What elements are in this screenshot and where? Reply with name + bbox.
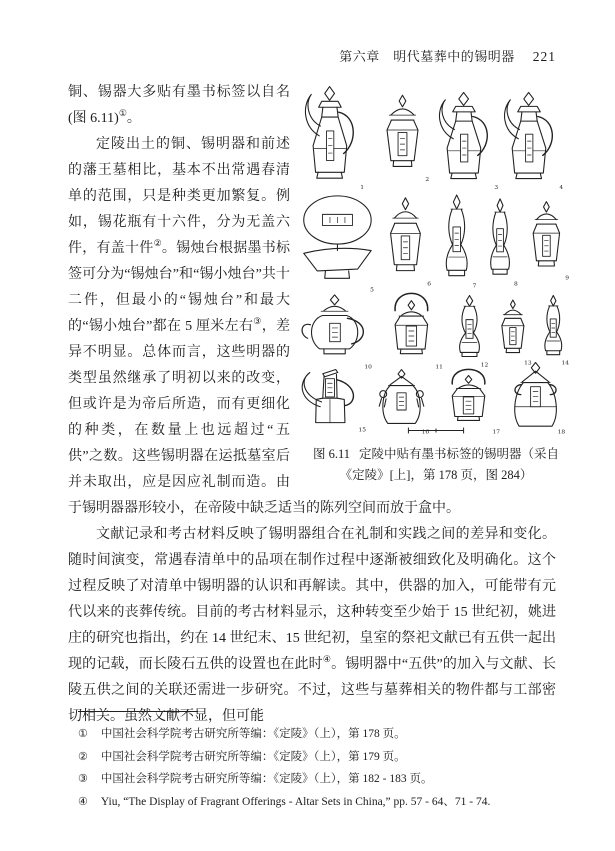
vessel-10: [302, 295, 372, 371]
vessel-number: 1: [360, 185, 365, 192]
vessel-6: [391, 198, 432, 288]
paragraph-2: 定陵出土的铜、锡明器和前述的藩王墓相比，基本不出常遇春清单的范围，只是种类更加繁复。例如，锡花瓶有十六件，分为无盖六件，有盖十件②。锡烛台根据墨书标签可分为“锡烛台”和“锡小烛台”共十二件，但最小的“锡烛台”和最大的“锡小烛台”都在 5 厘米左右③，差异不明显。总体而言，这些明器的类型虽然继承了明初以来的改变，但或许是为帝后所造，而有更细化的种类，在数量上也远超过“五供”之数。这些锡明器在运抵墓室后并未取出，应是因应礼制而造。由于锡明器器形较小，在帝陵中缺乏适当的陈列空间而放于盒中。: [68, 137, 460, 516]
vessel-number: 3: [494, 185, 499, 192]
vessel-number: 7: [472, 283, 477, 290]
footnote-1: [78, 723, 556, 746]
vessel-number: 18: [557, 429, 566, 436]
figure-caption-text: 定陵中贴有墨书标签的锡明器（采自《定陵》[上]，第 178 页，图 284）: [339, 447, 560, 482]
footnote-text: Yiu, “The Display of Fragrant Offerings - Altar Sets in China,” pp. 57 - 64、71 - 74.: [100, 795, 491, 808]
figure-caption: [300, 444, 572, 486]
paragraph-1: 铜、锡器大多贴有墨书标签以自名(图 6.11)①。: [68, 85, 290, 126]
vessel-7: [446, 195, 476, 290]
vessel-18: [515, 362, 566, 435]
running-head: 第六章 明代墓葬中的锡明器: [339, 49, 515, 64]
vessel-number: 9: [565, 275, 570, 282]
vessel-number: 5: [370, 287, 374, 294]
vessel-number: 6: [427, 281, 432, 288]
vessel-number: 12: [480, 362, 489, 369]
paragraph-3: 文献记录和考古材料反映了锡明器组合在礼制和实践之间的差异和变化。随时间演变，常遇春清单中的品项在制作过程中逐渐被细致化及明确化。这个过程反映了对清单中锡明器的认识和再解读。其中，供器的加入，可能带有元代以来的丧葬传统。目前的考古材料显示，这种转变至少始于 15 世纪初，姚进庄的研究也指出，约在 14 世纪末、15 世纪初，皇室的祭祀文献已有五供一起出现的记载，而长陵石五供的设置也在此时④。锡明器中“五供”的加入与文献、长陵五供之间的关联还需进一步研究。不过，这些与墓葬相关的物件都与工部密切相关。虽然文献不显，但可能: [68, 527, 556, 724]
footnote-marker: ②: [153, 238, 162, 248]
footnote-2: [78, 746, 556, 769]
footnote-number: ①: [78, 728, 88, 740]
vessel-17: [452, 369, 500, 435]
vessel-2: [387, 95, 429, 183]
vessel-number: 16: [421, 429, 430, 436]
vessel-16: [379, 370, 429, 436]
footnote-list: [78, 723, 556, 813]
footnote-divider: [78, 711, 198, 712]
figure-6-11: [300, 82, 572, 486]
page-header: [68, 46, 556, 65]
figure-caption-label: 图 6.11: [312, 447, 351, 461]
footnote-marker: ①: [118, 108, 127, 118]
footnote-number: ④: [78, 795, 88, 808]
vessel-15: [302, 369, 366, 433]
footnote-text: 中国社会科学院考古研究所等编：《定陵》（上），第 182 - 183 页。: [100, 773, 433, 785]
footnote-text: 中国社会科学院考古研究所等编：《定陵》（上），第 178 页。: [100, 728, 406, 740]
footnote-text: 中国社会科学院考古研究所等编：《定陵》（上），第 179 页。: [100, 750, 406, 763]
vessel-5: [304, 196, 374, 294]
vessel-number: 8: [514, 281, 518, 288]
vessel-8: [491, 199, 518, 288]
vessel-3: [439, 92, 498, 191]
footnotes: [78, 711, 556, 813]
vessel-9: [533, 202, 569, 282]
vessel-number: 11: [435, 364, 443, 371]
vessel-14: [545, 295, 569, 366]
footnote-marker: ③: [253, 316, 262, 326]
vessel-11: [395, 293, 443, 370]
vessel-number: 2: [425, 177, 430, 184]
vessel-number: 4: [559, 185, 564, 192]
vessel-number: 15: [358, 427, 367, 434]
vessel-1: [305, 87, 364, 191]
footnote-number: ②: [78, 750, 88, 763]
vessel-number: 13: [524, 360, 532, 367]
body-content: [68, 80, 570, 730]
footnote-3: [78, 768, 556, 791]
page-number: 221: [532, 49, 556, 64]
footnote-4: [78, 791, 556, 814]
vessel-number: 17: [492, 429, 501, 436]
footnote-number: ③: [78, 773, 88, 785]
footnote-marker: ④: [322, 654, 332, 664]
figure-scale-bar: [408, 428, 463, 434]
vessel-12: [460, 295, 489, 368]
vessel-number: 10: [364, 364, 372, 371]
vessel-number: 14: [561, 360, 570, 367]
figure-illustration-tin-vessels: [300, 82, 572, 438]
vessel-13: [502, 300, 532, 366]
vessel-4: [505, 92, 564, 191]
